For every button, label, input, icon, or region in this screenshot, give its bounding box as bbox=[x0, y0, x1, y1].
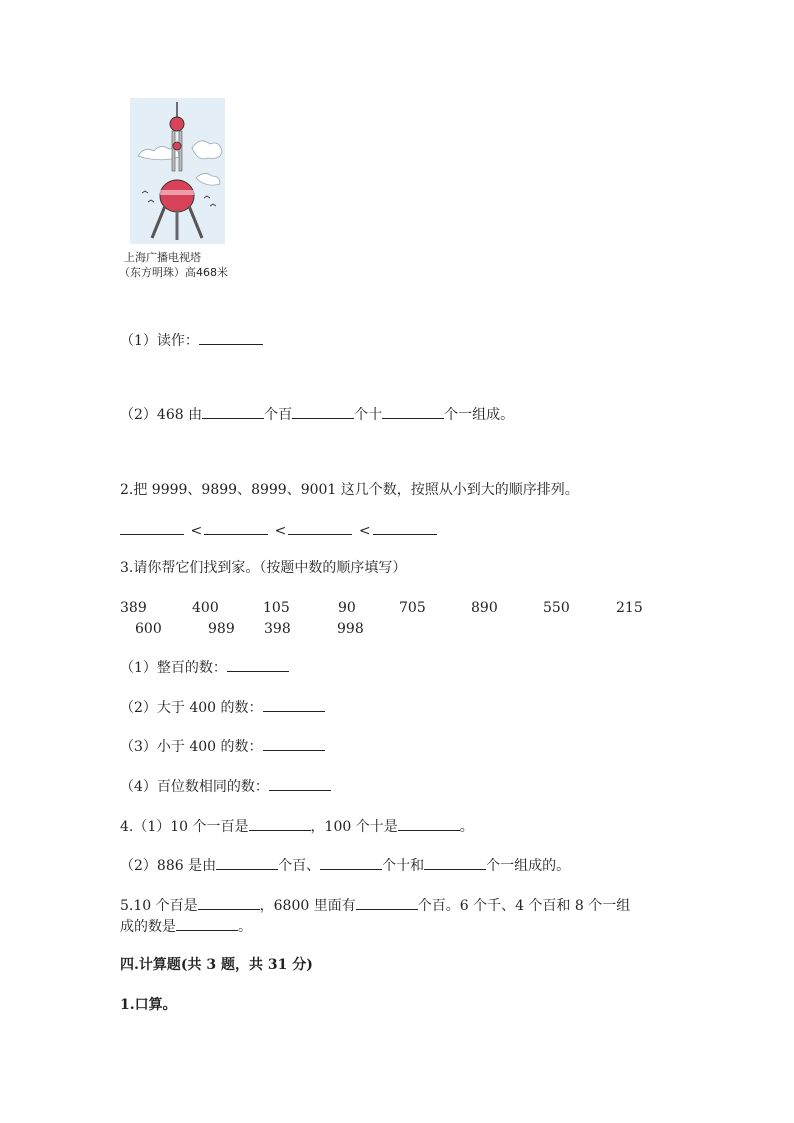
number-item: 215 bbox=[616, 600, 643, 616]
q3-part4-label: （4）百位数相同的数： bbox=[120, 779, 269, 795]
q5-l2-a: 成的数是 bbox=[120, 919, 176, 935]
less-than-sign: < bbox=[274, 523, 287, 539]
q3-part4 bbox=[120, 776, 331, 797]
number-item: 90 bbox=[338, 600, 356, 616]
section4-q1: 1.口算。 bbox=[120, 997, 177, 1013]
q4-line2 bbox=[120, 855, 570, 876]
q4-line1 bbox=[120, 816, 474, 837]
figure-caption-line1: 上海广播电视塔 bbox=[124, 251, 201, 264]
answer-blank[interactable] bbox=[398, 816, 460, 831]
answer-blank[interactable] bbox=[199, 330, 263, 345]
q1-part2 bbox=[120, 404, 514, 425]
q4-l2-a: （2）886 是由 bbox=[120, 858, 217, 874]
section4-heading: 四.计算题(共 3 题，共 31 分) bbox=[120, 957, 313, 973]
q3-part2 bbox=[120, 697, 325, 718]
answer-blank[interactable] bbox=[198, 895, 260, 910]
q4-l1-c: 。 bbox=[459, 819, 474, 835]
q1-part2-prefix: （2）468 由 bbox=[120, 407, 203, 423]
answer-blank[interactable] bbox=[373, 520, 437, 535]
answer-blank[interactable] bbox=[176, 916, 238, 931]
q5-l1-c: 个百。6 个千、4 个百和 8 个一组 bbox=[417, 898, 631, 914]
answer-blank[interactable] bbox=[382, 404, 444, 419]
answer-blank[interactable] bbox=[288, 520, 352, 535]
answer-blank[interactable] bbox=[204, 520, 268, 535]
q3-part3 bbox=[120, 736, 325, 757]
number-item: 398 bbox=[264, 621, 291, 637]
number-item: 389 bbox=[120, 600, 147, 616]
q4-l2-b: 个百、 bbox=[278, 858, 321, 874]
answer-blank[interactable] bbox=[249, 816, 311, 831]
q3-part2-label: （2）大于 400 的数： bbox=[120, 700, 263, 716]
number-item: 705 bbox=[399, 600, 426, 616]
figure-caption-line2: （东方明珠）高468米 bbox=[119, 266, 228, 279]
q3-text: 3.请你帮它们找到家。（按题中数的顺序填写） bbox=[120, 560, 407, 576]
answer-blank[interactable] bbox=[269, 776, 331, 791]
number-item: 105 bbox=[263, 600, 290, 616]
q2-order-row bbox=[120, 520, 437, 541]
q5-line1 bbox=[120, 895, 630, 916]
q4-l1-a: 4.（1）10 个一百是 bbox=[120, 819, 249, 835]
q1-part2-t1: 个百 bbox=[264, 407, 293, 423]
q1-part2-t2: 个十 bbox=[354, 407, 383, 423]
answer-blank[interactable] bbox=[216, 855, 278, 870]
q3-part1 bbox=[120, 657, 289, 678]
less-than-sign: < bbox=[190, 523, 203, 539]
number-item: 998 bbox=[337, 621, 364, 637]
q4-l2-c: 个十和 bbox=[382, 858, 425, 874]
answer-blank[interactable] bbox=[424, 855, 486, 870]
answer-blank[interactable] bbox=[320, 855, 382, 870]
q5-l1-b: ，6800 里面有 bbox=[259, 898, 356, 914]
q2-text: 2.把 9999、9899、8999、9001 这几个数，按照从小到大的顺序排列。 bbox=[120, 482, 579, 498]
q1-part1-label: （1）读作： bbox=[120, 333, 199, 349]
answer-blank[interactable] bbox=[202, 404, 264, 419]
q5-l2-b: 。 bbox=[238, 919, 252, 935]
q5-line2 bbox=[120, 916, 252, 937]
number-item: 550 bbox=[543, 600, 570, 616]
tower-illustration bbox=[130, 98, 225, 244]
answer-blank[interactable] bbox=[356, 895, 418, 910]
q3-part3-label: （3）小于 400 的数： bbox=[120, 739, 263, 755]
number-item: 989 bbox=[208, 621, 235, 637]
number-item: 400 bbox=[192, 600, 219, 616]
q3-part1-label: （1）整百的数： bbox=[120, 660, 227, 676]
answer-blank[interactable] bbox=[263, 697, 325, 712]
less-than-sign: < bbox=[358, 523, 371, 539]
q4-l2-d: 个一组成的。 bbox=[486, 858, 571, 874]
q1-part2-t3: 个一组成。 bbox=[444, 407, 515, 423]
number-item: 600 bbox=[135, 621, 162, 637]
q5-l1-a: 5.10 个百是 bbox=[120, 898, 198, 914]
number-item: 890 bbox=[471, 600, 498, 616]
answer-blank[interactable] bbox=[227, 657, 289, 672]
q1-part1 bbox=[120, 330, 263, 351]
answer-blank[interactable] bbox=[292, 404, 354, 419]
answer-blank[interactable] bbox=[263, 736, 325, 751]
answer-blank[interactable] bbox=[120, 520, 184, 535]
q4-l1-b: ，100 个十是 bbox=[310, 819, 398, 835]
